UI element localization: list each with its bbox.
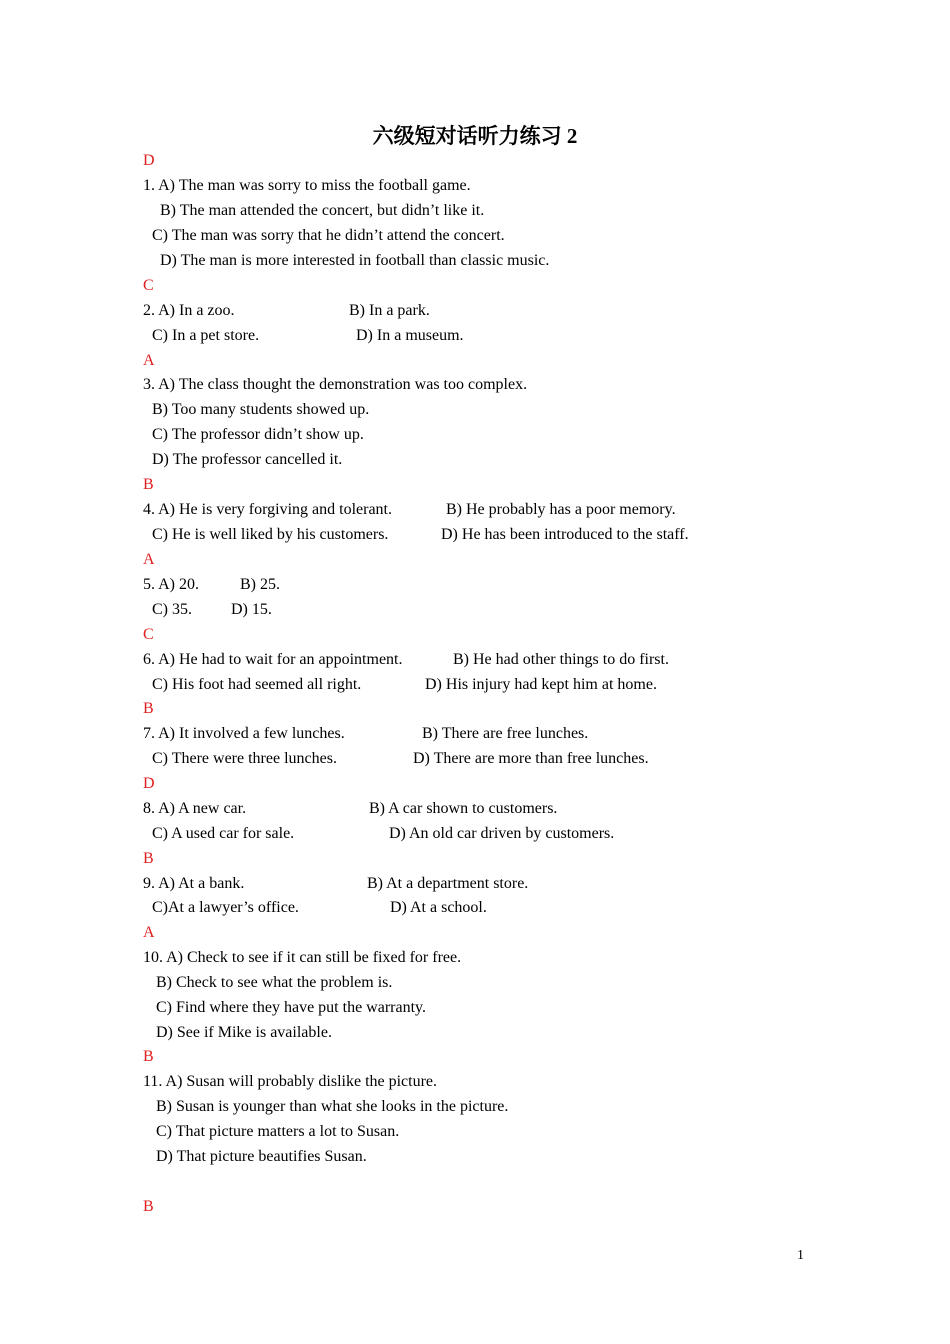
option-line: C) In a pet store.: [152, 327, 260, 344]
answer-key: C: [143, 626, 154, 643]
question-stem: 4. A) He is very forgiving and tolerant.: [143, 501, 392, 518]
option-line: D) There are more than free lunches.: [413, 750, 649, 767]
option-line: B) At a department store.: [367, 875, 529, 892]
option-line: B) The man attended the concert, but didn’t like it.: [160, 202, 485, 219]
page-number: 1: [797, 1248, 804, 1263]
option-line: C) Find where they have put the warranty.: [156, 999, 426, 1016]
answer-key: B: [143, 476, 154, 493]
question-stem: 7. A) It involved a few lunches.: [143, 725, 345, 742]
question-stem: 8. A) A new car.: [143, 800, 247, 817]
option-line: C) 35.: [152, 601, 192, 618]
option-line: C) His foot had seemed all right.: [152, 676, 362, 693]
option-line: B) In a park.: [349, 302, 430, 319]
option-line: B) Check to see what the problem is.: [156, 974, 393, 991]
option-line: B) Too many students showed up.: [152, 401, 370, 418]
option-line: D) That picture beautifies Susan.: [156, 1148, 367, 1165]
option-line: D) His injury had kept him at home.: [425, 676, 657, 693]
option-line: B) Susan is younger than what she looks in the picture.: [156, 1098, 509, 1115]
option-line: B) 25.: [240, 576, 280, 593]
option-line: C) The man was sorry that he didn’t attend the concert.: [152, 227, 505, 244]
answer-key: A: [143, 352, 155, 369]
question-stem: 5. A) 20.: [143, 576, 199, 593]
question-stem: 3. A) The class thought the demonstration was too complex.: [143, 376, 528, 393]
option-line: C) There were three lunches.: [152, 750, 337, 767]
option-line: D) An old car driven by customers.: [389, 825, 615, 842]
option-line: C) A used car for sale.: [152, 825, 295, 842]
answer-key: A: [143, 924, 155, 941]
answer-key: D: [143, 152, 155, 169]
option-line: D) 15.: [231, 601, 272, 618]
option-line: D) See if Mike is available.: [156, 1024, 332, 1041]
option-line: D) In a museum.: [356, 327, 464, 344]
option-line: C) The professor didn’t show up.: [152, 426, 364, 443]
option-line: B) There are free lunches.: [422, 725, 589, 742]
answer-key: B: [143, 1048, 154, 1065]
option-line: D) He has been introduced to the staff.: [441, 526, 689, 543]
answer-key: A: [143, 551, 155, 568]
option-line: D) At a school.: [390, 899, 487, 916]
option-line: D) The professor cancelled it.: [152, 451, 343, 468]
question-stem: 1. A) The man was sorry to miss the football game.: [143, 177, 471, 194]
option-line: B) He probably has a poor memory.: [446, 501, 676, 518]
answer-key: D: [143, 775, 155, 792]
option-line: B) He had other things to do first.: [453, 651, 669, 668]
question-stem: 11. A) Susan will probably dislike the picture.: [143, 1073, 438, 1090]
option-line: C) He is well liked by his customers.: [152, 526, 389, 543]
answer-key: B: [143, 1198, 154, 1215]
page-title: 六级短对话听力练习 2: [372, 124, 578, 148]
question-stem: 10. A) Check to see if it can still be fixed for free.: [143, 949, 462, 966]
option-line: D) The man is more interested in football than classic music.: [160, 252, 550, 269]
answer-key: C: [143, 277, 154, 294]
option-line: C) That picture matters a lot to Susan.: [156, 1123, 400, 1140]
answer-key: B: [143, 700, 154, 717]
option-line: C)At a lawyer’s office.: [152, 899, 299, 916]
question-stem: 2. A) In a zoo.: [143, 302, 235, 319]
question-stem: 6. A) He had to wait for an appointment.: [143, 651, 403, 668]
answer-key: B: [143, 850, 154, 867]
option-line: B) A car shown to customers.: [369, 800, 558, 817]
question-stem: 9. A) At a bank.: [143, 875, 245, 892]
